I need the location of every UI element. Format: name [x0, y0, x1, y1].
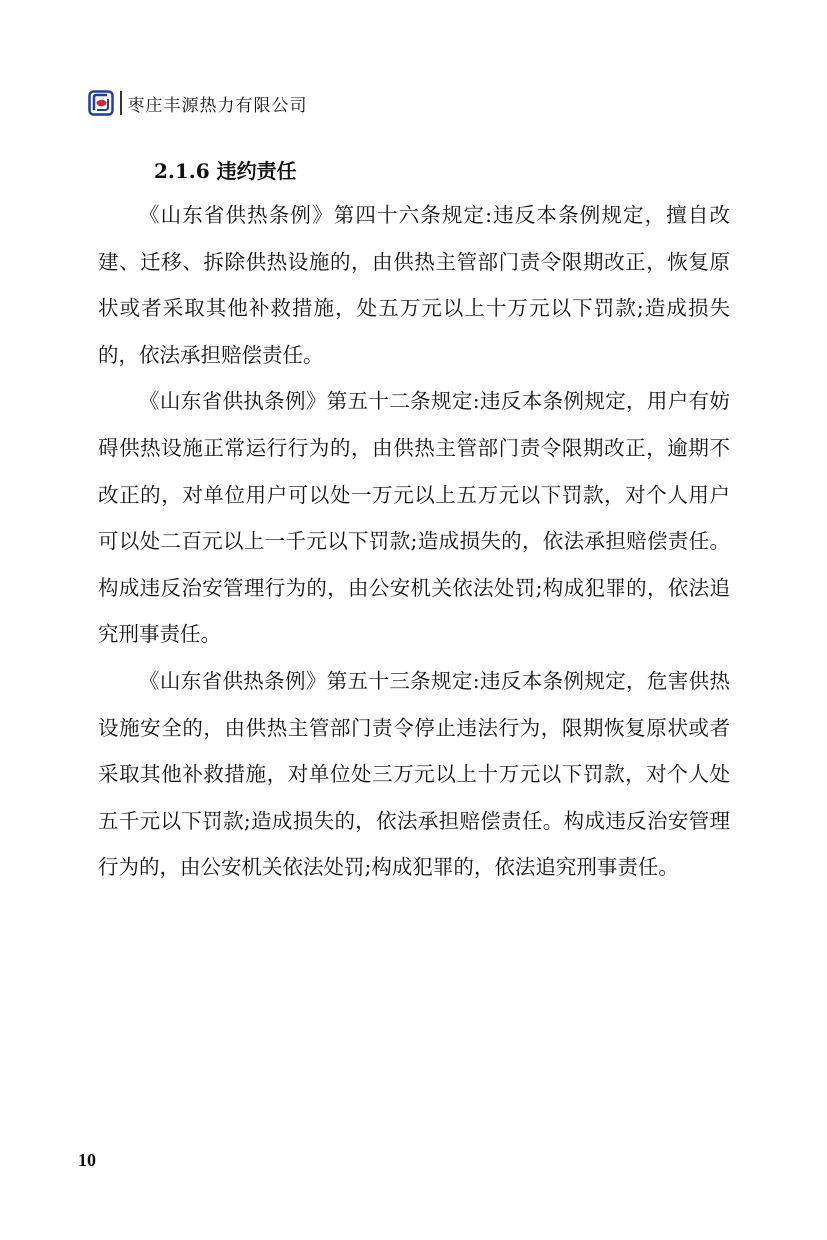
paragraph-article-53: 《山东省供热条例》第五十三条规定:违反本条例规定，危害供热设施安全的，由供热主管部门责令停止违法行为，限期恢复原状或者采取其他补救措施，对单位处三万元以上十万元以下罚款，对个人处五千元以下罚款;造成损失的，依法承担赔偿责任。构成违反治安管理行为的，由公安机关依法处罚;构成犯罪的，依法追究刑事责任。 [98, 668, 730, 880]
company-name: 枣庄丰源热力有限公司 [127, 95, 308, 116]
paragraph-article-46: 《山东省供热条例》第四十六条规定:违反本条例规定，擅自改建、迁移、拆除供热设施的，由供热主管部门责令限期改正，恢复原状或者采取其他补救措施，处五万元以上十万元以下罚款;造成损失的，依法承担赔偿责任。 [98, 203, 730, 367]
page-number: 10 [78, 1150, 96, 1170]
header-divider [120, 91, 122, 115]
paragraph-article-52: 《山东省供执条例》第五十二条规定:违反本条例规定，用户有妨碍供热设施正常运行行为的，由供热主管部门责令限期改正，逾期不改正的，对单位用户可以处一万元以上五万元以下罚款，对个人用户可以处二百元以上一千元以下罚款;造成损失的，依法承担赔偿责任。构成违反治安管理行为的，由公安机关依法处罚;构成犯罪的，依法追究刑事责任。 [98, 389, 730, 647]
document-body [98, 150, 730, 891]
company-logo-icon [88, 90, 114, 116]
section-title: 2.1.6 违约责任 [154, 159, 297, 183]
page-header [88, 88, 308, 118]
